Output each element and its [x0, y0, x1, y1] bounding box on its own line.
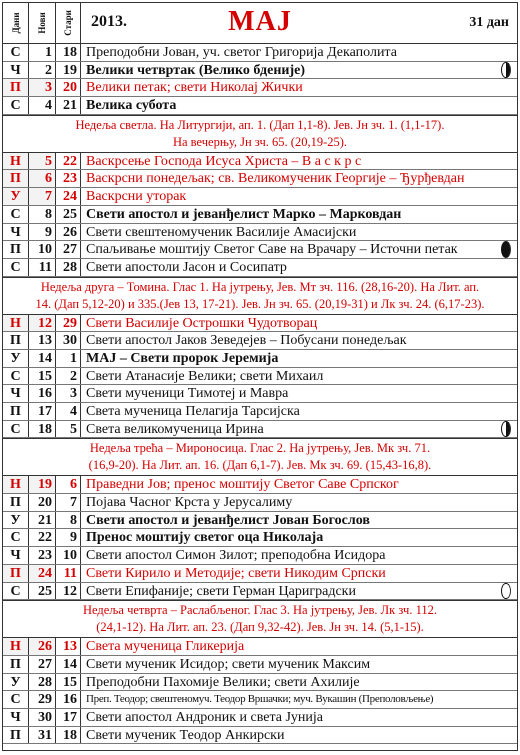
feast-description: Света мученица Гликерија — [86, 639, 245, 655]
weekday-letter: Н — [3, 638, 29, 655]
weekday-letter: С — [3, 691, 29, 708]
feast-description: Велики петак; свети Николај Жички — [86, 80, 303, 96]
new-calendar-date: 10 — [29, 241, 56, 258]
old-calendar-date: 30 — [56, 332, 81, 349]
old-calendar-date: 17 — [56, 709, 81, 726]
old-calendar-date: 12 — [56, 583, 81, 600]
weekday-letter: Н — [3, 153, 29, 170]
new-calendar-date: 12 — [29, 315, 56, 332]
old-calendar-date: 6 — [56, 476, 81, 493]
feast-description: Преподобни Јован, уч. светог Григорија Декаполита — [86, 45, 397, 60]
weekday-letter: С — [3, 368, 29, 385]
old-calendar-date: 25 — [56, 206, 81, 223]
new-calendar-date: 16 — [29, 385, 56, 402]
calendar-body — [3, 44, 517, 744]
new-calendar-date: 30 — [29, 709, 56, 726]
old-calendar-date: 11 — [56, 565, 81, 582]
sunday-reading-note — [3, 115, 517, 153]
new-calendar-date: 11 — [29, 259, 56, 276]
old-calendar-date: 18 — [56, 44, 81, 61]
new-calendar-date: 4 — [29, 97, 56, 114]
new-calendar-date: 29 — [29, 691, 56, 708]
day-row — [3, 62, 517, 80]
day-row — [3, 79, 517, 97]
new-calendar-date: 3 — [29, 79, 56, 96]
day-row — [3, 224, 517, 242]
old-calendar-date: 3 — [56, 385, 81, 402]
day-row — [3, 638, 517, 656]
new-calendar-date: 14 — [29, 350, 56, 367]
sunday-reading-line: 14. (Дап 5,12-20) и 335.(Јев 13, 17-21). Јев. Јн зч. 65. (20,19-31) и Лк зч. 24. (6,17-23). — [35, 296, 485, 311]
feast-description: Свети свештеномученик Василије Амасијски — [86, 224, 357, 240]
day-row — [3, 476, 517, 494]
feast-description: Света великомученица Ирина — [86, 421, 264, 437]
column-label-new-text: Нови — [37, 12, 47, 34]
day-row — [3, 241, 517, 259]
new-calendar-date: 2 — [29, 62, 56, 79]
old-calendar-date: 22 — [56, 153, 81, 170]
day-row — [3, 188, 517, 206]
old-calendar-date: 10 — [56, 547, 81, 564]
month-title: МАЈ — [228, 6, 292, 37]
weekday-letter: П — [3, 332, 29, 349]
feast-description: Свети Кирило и Методије; свети Никодим Српски — [86, 565, 386, 581]
feast-description: Свети Василије Острошки Чудотворац — [86, 315, 318, 331]
weekday-letter: С — [3, 44, 29, 61]
weekday-letter: П — [3, 241, 29, 258]
day-row — [3, 583, 517, 601]
weekday-letter: Ч — [3, 709, 29, 726]
weekday-letter: У — [3, 188, 29, 205]
day-row — [3, 403, 517, 421]
old-calendar-date: 20 — [56, 79, 81, 96]
feast-description: Свети мученик Теодор Анкирски — [86, 727, 285, 743]
weekday-letter: П — [3, 656, 29, 673]
weekday-letter: Н — [3, 476, 29, 493]
day-row — [3, 421, 517, 439]
weekday-letter: У — [3, 350, 29, 367]
weekday-letter: Ч — [3, 62, 29, 79]
new-calendar-date: 1 — [29, 44, 56, 61]
feast-description: Васкрсни уторак — [86, 189, 187, 205]
new-calendar-date: 7 — [29, 188, 56, 205]
new-calendar-date: 28 — [29, 674, 56, 691]
old-calendar-date: 23 — [56, 170, 81, 187]
old-calendar-date: 19 — [56, 62, 81, 79]
day-row — [3, 350, 517, 368]
feast-description: Свети апостоли Јасон и Сосипатр — [86, 259, 287, 275]
day-row — [3, 368, 517, 386]
weekday-letter: С — [3, 206, 29, 223]
old-calendar-date: 29 — [56, 315, 81, 332]
feast-description: Свети апостол и јеванђелист Јован Богослов — [86, 512, 370, 528]
weekday-letter: П — [3, 170, 29, 187]
feast-description: Свети апостол Јаков Зеведејев – Побусани понедељак — [86, 333, 407, 349]
day-row — [3, 494, 517, 512]
feast-description: Праведни Јов; пренос моштију Светог Саве Српског — [86, 477, 399, 493]
weekday-letter: С — [3, 529, 29, 546]
weekday-letter: У — [3, 674, 29, 691]
sunday-reading-line: (16,9-20). На Лит. ап. 16. (Дап 6,1-7). Јев. Мк зч. 69. (15,43-16,8). — [88, 458, 432, 473]
weekday-letter: П — [3, 494, 29, 511]
sunday-reading-note — [3, 438, 517, 476]
weekday-letter: У — [3, 512, 29, 529]
weekday-letter: С — [3, 97, 29, 114]
old-calendar-date: 13 — [56, 638, 81, 655]
feast-description: Свети апостол Симон Зилот; преподобна Исидора — [86, 548, 386, 564]
weekday-letter: П — [3, 565, 29, 582]
old-calendar-date: 14 — [56, 656, 81, 673]
day-row — [3, 709, 517, 727]
old-calendar-date: 8 — [56, 512, 81, 529]
day-row — [3, 259, 517, 277]
old-calendar-date: 27 — [56, 241, 81, 258]
old-calendar-date: 2 — [56, 368, 81, 385]
day-row — [3, 44, 517, 62]
old-calendar-date: 7 — [56, 494, 81, 511]
new-calendar-date: 18 — [29, 421, 56, 438]
new-calendar-date: 15 — [29, 368, 56, 385]
feast-description: Свети Епифаније; свети Герман Цариградски — [86, 583, 356, 599]
column-label-old-text: Стари — [63, 10, 73, 36]
new-calendar-date: 13 — [29, 332, 56, 349]
feast-description: Свети апостол Андроник и света Јунија — [86, 709, 324, 725]
old-calendar-date: 9 — [56, 529, 81, 546]
weekday-letter: П — [3, 403, 29, 420]
new-calendar-date: 20 — [29, 494, 56, 511]
feast-description: Васкрсење Господа Исуса Христа – В а с к р с — [86, 153, 362, 169]
calendar-header — [3, 3, 517, 44]
old-calendar-date: 24 — [56, 188, 81, 205]
feast-description: Свети Атанасије Велики; свети Михаил — [86, 368, 324, 384]
weekday-letter: Ч — [3, 547, 29, 564]
new-calendar-date: 26 — [29, 638, 56, 655]
moon-phase-new-icon — [501, 241, 511, 258]
moon-phase-full-icon — [501, 583, 511, 600]
feast-description: Велики четвртак (Велико бденије) — [86, 62, 306, 78]
old-calendar-date: 1 — [56, 350, 81, 367]
sunday-reading-line: Недеља друга – Томина. Глас 1. На јутрењу, Јев. Мт зч. 116. (28,16-20). На Лит. ап. — [40, 279, 480, 294]
weekday-letter: Ч — [3, 385, 29, 402]
day-row — [3, 565, 517, 583]
sunday-reading-line: Недеља четврта – Раслабљеног. Глас 3. На јутрењу, Јев. Лк зч. 112. — [82, 603, 437, 618]
weekday-letter: П — [3, 727, 29, 744]
weekday-letter: П — [3, 79, 29, 96]
new-calendar-date: 24 — [29, 565, 56, 582]
new-calendar-date: 6 — [29, 170, 56, 187]
new-calendar-date: 25 — [29, 583, 56, 600]
year-label: 2013. — [91, 13, 127, 30]
sunday-reading-line: Недеља светла. На Литургији, ап. 1. (Дап 1,1-8). Јев. Јн зч. 1. (1,1-17). — [75, 117, 445, 132]
feast-description: Преподобни Пахомије Велики; свети Ахилије — [86, 674, 360, 690]
new-calendar-date: 5 — [29, 153, 56, 170]
day-row — [3, 97, 517, 115]
calendar-page — [2, 2, 518, 751]
day-row — [3, 332, 517, 350]
feast-description: Васкрсни понедељак; св. Великомученик Георгије – Ђурђевдан — [86, 171, 465, 187]
day-row — [3, 547, 517, 565]
feast-description: Спаљивање моштију Светог Саве на Врачару – Источни петак — [86, 242, 458, 258]
new-calendar-date: 17 — [29, 403, 56, 420]
old-calendar-date: 21 — [56, 97, 81, 114]
day-count: 31 дан — [469, 15, 509, 30]
old-calendar-date: 16 — [56, 691, 81, 708]
old-calendar-date: 18 — [56, 727, 81, 744]
column-label-days-text: Дани — [10, 12, 21, 34]
sunday-reading-line: (24,1-12). На Лит. ап. 23. (Дап 9,32-42). Јев. Јн зч. 14. (5,1-15). — [96, 620, 424, 635]
weekday-letter: С — [3, 421, 29, 438]
day-row — [3, 315, 517, 333]
old-calendar-date: 4 — [56, 403, 81, 420]
old-calendar-date: 26 — [56, 224, 81, 241]
weekday-letter: С — [3, 583, 29, 600]
sunday-reading-note — [3, 600, 517, 638]
feast-description: Света мученица Пелагија Тарсијска — [86, 404, 300, 419]
new-calendar-date: 27 — [29, 656, 56, 673]
day-row — [3, 727, 517, 745]
old-calendar-date: 5 — [56, 421, 81, 438]
day-row — [3, 691, 517, 709]
new-calendar-date: 23 — [29, 547, 56, 564]
feast-description: Велика субота — [86, 98, 177, 114]
feast-description: МАЈ – Свети пророк Јеремија — [86, 350, 279, 366]
day-row — [3, 512, 517, 530]
feast-description: Пренос моштију светог оца Николаја — [86, 530, 324, 546]
new-calendar-date: 19 — [29, 476, 56, 493]
old-calendar-date: 15 — [56, 674, 81, 691]
new-calendar-date: 9 — [29, 224, 56, 241]
weekday-letter: С — [3, 259, 29, 276]
day-row — [3, 674, 517, 692]
feast-description: Свети мученик Исидор; свети мученик Максим — [86, 656, 371, 672]
feast-description: Свети мученици Тимотеј и Мавра — [86, 386, 289, 402]
new-calendar-date: 21 — [29, 512, 56, 529]
old-calendar-date: 28 — [56, 259, 81, 276]
feast-description: Преп. Теодор; свештеномуч. Теодор Вршачки; муч. Вукашин (Преполовљење) — [86, 693, 434, 706]
day-row — [3, 206, 517, 224]
sunday-reading-note — [3, 277, 517, 315]
feast-description: Појава Часног Крста у Јерусалиму — [86, 495, 293, 511]
day-row — [3, 385, 517, 403]
sunday-reading-line: На вечерњу, Јн зч. 65. (20,19-25). — [172, 134, 348, 149]
new-calendar-date: 8 — [29, 206, 56, 223]
day-row — [3, 170, 517, 188]
weekday-letter: Ч — [3, 224, 29, 241]
weekday-letter: Н — [3, 315, 29, 332]
day-row — [3, 153, 517, 171]
day-row — [3, 529, 517, 547]
day-row — [3, 656, 517, 674]
feast-description: Свети апостол и јеванђелист Марко – Марковдан — [86, 206, 402, 222]
new-calendar-date: 31 — [29, 727, 56, 744]
sunday-reading-line: Недеља трећа – Мироносица. Глас 2. На јутрењу, Јев. Мк зч. 71. — [89, 441, 431, 456]
new-calendar-date: 22 — [29, 529, 56, 546]
